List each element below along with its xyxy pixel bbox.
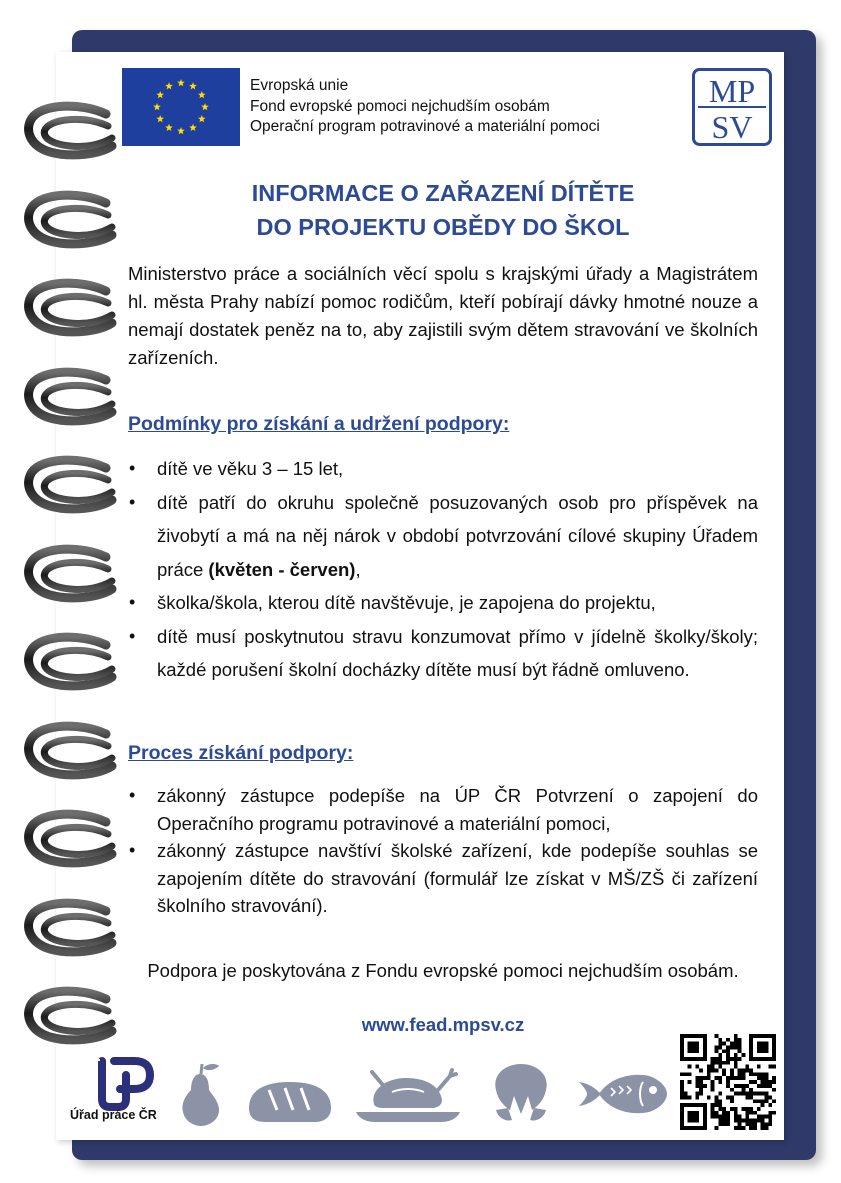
list-item: • dítě musí poskytnutou stravu konzumovat přímo v jídelně školky/školy; každé porušení školní docházky dítěte musí být řádně omluveno. <box>128 620 758 687</box>
spiral-ring-icon <box>20 100 130 164</box>
spiral-ring-icon <box>20 454 130 518</box>
title-line-1: INFORMACE O ZAŘAZENÍ DÍTĚTE <box>251 180 635 206</box>
eu-fund-text <box>250 76 600 138</box>
spiral-ring-icon <box>20 543 130 607</box>
spiral-ring-icon <box>20 631 130 695</box>
svg-text:SV: SV <box>711 109 753 145</box>
list-item: • dítě patří do okruhu společně posuzovaných osob pro příspěvek na živobytí a má na něj nárok v období potvrzování cílové skupiny Úřadem práce (květen - červen), <box>128 486 758 587</box>
spiral-ring-icon <box>20 897 130 961</box>
title-line-2: DO PROJEKTU OBĚDY DO ŠKOL <box>256 214 630 240</box>
spiral-ring-icon <box>20 366 130 430</box>
list-item: • dítě ve věku 3 – 15 let, <box>128 452 758 486</box>
conditions-list <box>128 452 758 687</box>
croissant-icon <box>488 1060 554 1126</box>
eu-line-1: Evropská unie <box>250 77 349 94</box>
spiral-ring-icon <box>20 720 130 784</box>
list-item: • školka/škola, kterou dítě navštěvuje, je zapojena do projektu, <box>128 586 758 620</box>
list-item: • zákonný zástupce podepíše na ÚP ČR Potvrzení o zapojení do Operačního programu potravinové a materiální pomoci, <box>128 782 758 837</box>
intro-paragraph: Ministerstvo práce a sociálních věcí spolu s krajskými úřady a Magistrátem hl. města Prahy nabízí pomoc rodičům, kteří pobírají dávky hmotné nouze a nemají dostatek peněz na to, aby zajistili svým dětem stravování ve školních zařízeních. <box>128 263 758 368</box>
period-highlight: (květen - červen) <box>208 558 356 580</box>
svg-text:MP: MP <box>708 73 756 109</box>
spiral-ring-icon <box>20 277 130 341</box>
up-label: Úřad práce ČR <box>70 1108 157 1122</box>
bread-icon <box>245 1060 335 1126</box>
conditions-heading: Podmínky pro získání a udržení podpory: <box>128 413 510 435</box>
spiral-binding <box>20 100 140 1040</box>
process-list <box>128 782 758 920</box>
support-text: Podpora je poskytována z Fondu evropské pomoci nejchudším osobám. <box>147 960 739 981</box>
spiral-ring-icon <box>20 808 130 872</box>
qr-code[interactable] <box>680 1034 776 1130</box>
spiral-ring-icon <box>20 189 130 253</box>
website-link[interactable]: www.fead.mpsv.cz <box>361 1014 525 1035</box>
page-title <box>128 176 758 244</box>
list-item: • zákonný zástupce navštíví školské zařízení, kde podepíše souhlas se zapojením dítěte do stravování (formulář lze získat v MŠ/ZŠ či zařízení školního stravování). <box>128 837 758 920</box>
eu-line-3: Operační program potravinové a materiální pomoci <box>250 118 600 135</box>
fish-icon <box>575 1060 670 1126</box>
mpsv-logo <box>692 68 772 146</box>
eu-line-2: Fond evropské pomoci nejchudším osobám <box>250 97 550 115</box>
pear-icon <box>175 1060 225 1126</box>
spiral-ring-icon <box>20 985 130 1049</box>
eu-flag-icon <box>122 68 240 146</box>
roast-chicken-icon <box>352 1060 464 1126</box>
process-heading: Proces získání podpory: <box>128 742 354 764</box>
